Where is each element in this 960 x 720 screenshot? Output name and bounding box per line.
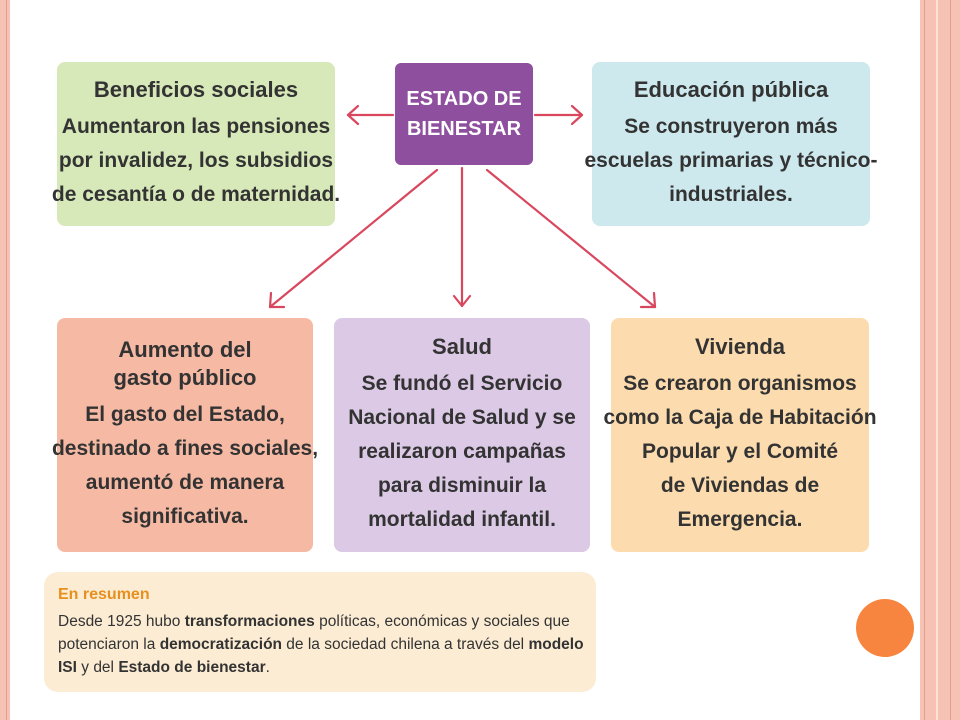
node-beneficios-sociales (51, 62, 341, 226)
salud-title: Salud (432, 334, 492, 359)
vivienda-body (603, 367, 876, 537)
aumento-body (52, 398, 318, 534)
summary-title: En resumen (58, 586, 150, 603)
arrow-to-educacion (535, 106, 582, 124)
vivienda-title: Vivienda (694, 334, 786, 359)
beneficios-title: Beneficios sociales (93, 77, 299, 102)
arrow-to-beneficios (348, 106, 393, 124)
salud-line: realizaron campañas (358, 440, 566, 463)
aumento-line: aumentó de manera (85, 471, 285, 494)
educacion-body (585, 110, 878, 212)
aumento-title-line: Aumento del (118, 337, 252, 362)
vivienda-line: Popular y el Comité (641, 440, 839, 463)
summary-fragment: políticas, económicas y sociales que potenciaron la (58, 613, 570, 653)
summary-bold-fragment: modelo ISI (58, 636, 584, 676)
salud-body (348, 367, 576, 537)
node-aumento-gasto-publico (51, 318, 319, 552)
arrow-to-salud (454, 168, 470, 306)
vivienda-line: como la Caja de Habitación (603, 406, 877, 429)
beneficios-body (52, 110, 340, 212)
educacion-title: Educación pública (633, 77, 829, 102)
summary-text (58, 610, 584, 679)
vivienda-line: Emergencia. (677, 508, 803, 531)
summary-fragment: . (265, 659, 270, 676)
salud-line: Nacional de Salud y se (348, 406, 576, 429)
aumento-line: El gasto del Estado, (85, 403, 285, 426)
educacion-line: Se construyeron más (624, 115, 838, 138)
node-vivienda (603, 318, 877, 552)
aumento-line: significativa. (121, 505, 249, 528)
vivienda-line: Se crearon organismos (623, 372, 857, 395)
salud-line: Se fundó el Servicio (361, 372, 563, 395)
vivienda-line: de Viviendas de (660, 474, 820, 497)
aumento-title-line: gasto público (113, 365, 257, 390)
node-educacion-publica (584, 62, 878, 226)
salud-line: mortalidad infantil. (368, 508, 556, 531)
educacion-line: industriales. (669, 183, 793, 206)
aumento-line: destinado a fines sociales, (51, 437, 319, 460)
summary-bold-fragment: Estado de bienestar (118, 659, 266, 676)
center-line-1: ESTADO DE (406, 88, 522, 110)
summary-bold-fragment: transformaciones (184, 613, 315, 630)
beneficios-line: Aumentaron las pensiones (61, 115, 331, 138)
educacion-line: escuelas primarias y técnico- (584, 149, 878, 172)
center-node-estado-de-bienestar (395, 63, 533, 165)
summary-bold-fragment: democratización (159, 636, 282, 653)
aumento-title (114, 336, 257, 392)
summary-fragment: y del (76, 659, 119, 676)
summary-box (44, 572, 596, 692)
summary-fragment: de la sociedad chilena a través del (282, 636, 529, 653)
salud-line: para disminuir la (377, 474, 547, 497)
beneficios-line: de cesantía o de maternidad. (51, 183, 341, 206)
node-salud (334, 318, 590, 552)
beneficios-line: por invalidez, los subsidios (58, 149, 334, 172)
summary-fragment: Desde 1925 hubo (58, 613, 185, 630)
center-line-2: BIENESTAR (406, 118, 522, 140)
